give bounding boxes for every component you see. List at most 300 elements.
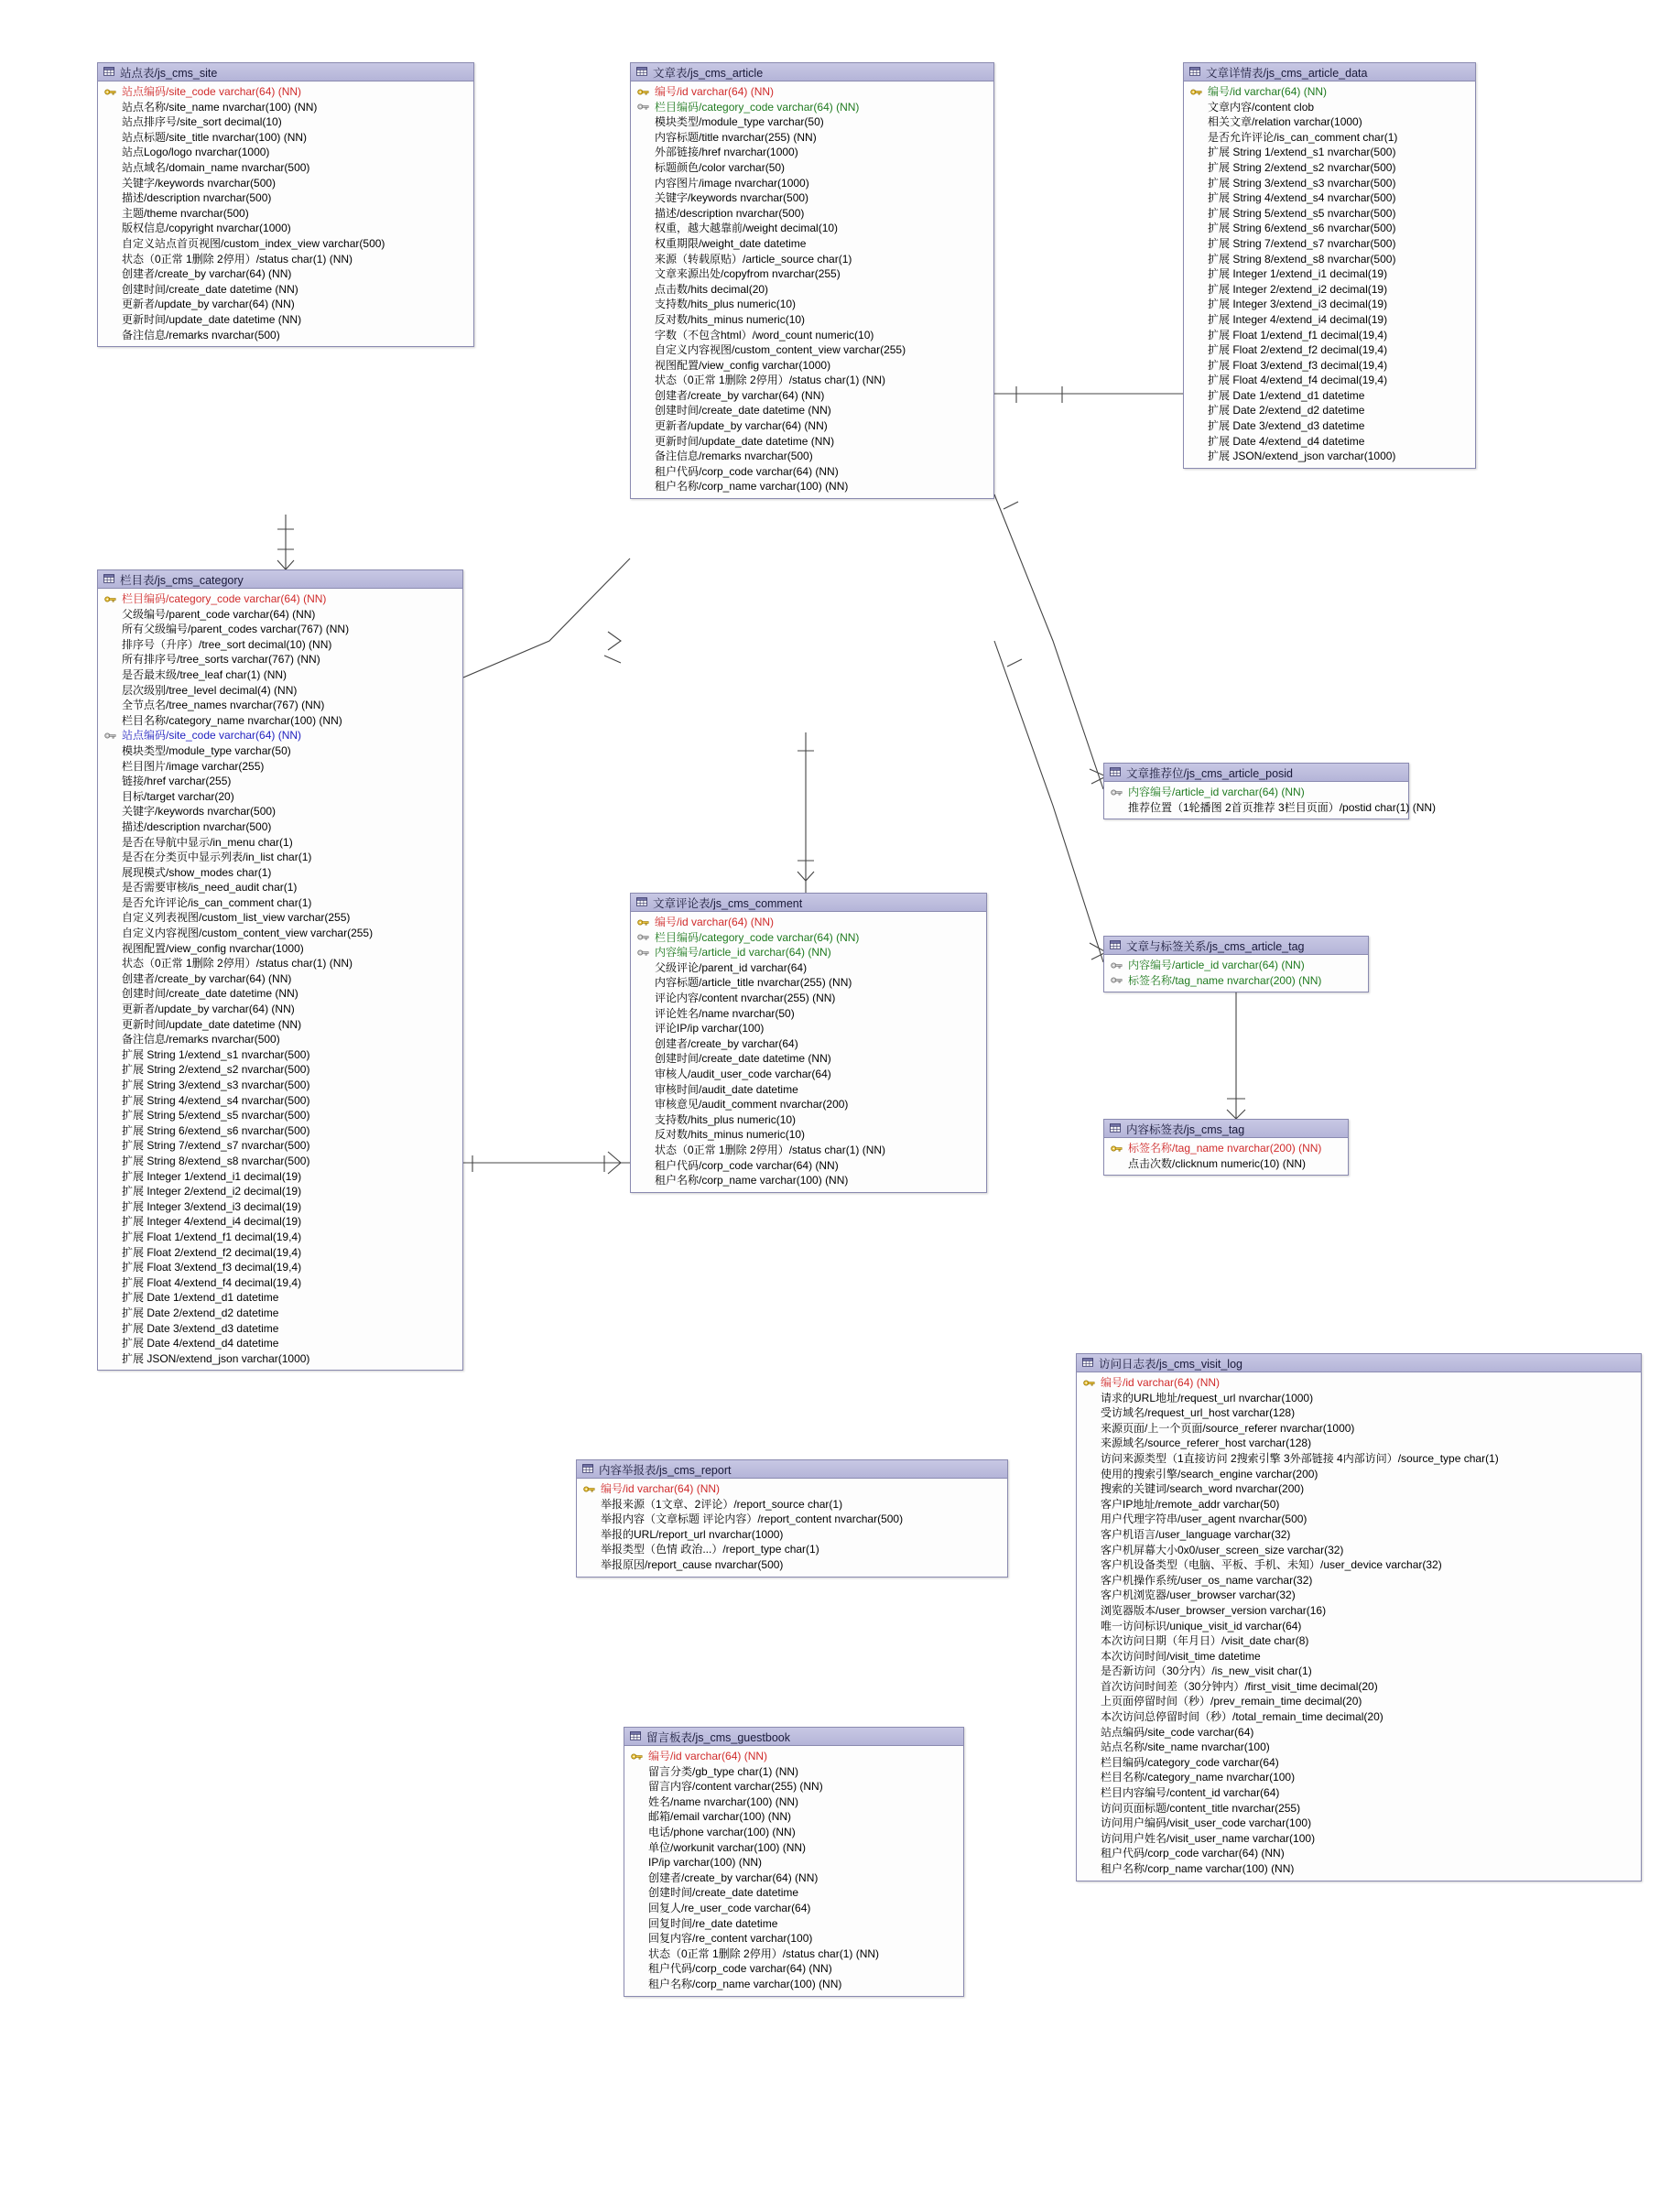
column-label: 留言内容/content varchar(255) (NN) <box>648 1780 823 1794</box>
foreign-key-icon <box>631 949 655 957</box>
column-row[interactable] <box>98 1184 462 1199</box>
column-label: 扩展 String 8/extend_s8 nvarchar(500) <box>1208 252 1396 266</box>
column-row[interactable] <box>577 1527 1007 1543</box>
column-row[interactable] <box>631 100 993 115</box>
column-row[interactable] <box>1077 1588 1641 1603</box>
column-row[interactable] <box>631 266 993 282</box>
column-row[interactable] <box>1077 1664 1641 1679</box>
column-row[interactable] <box>624 1901 963 1916</box>
column-row[interactable] <box>631 328 993 343</box>
column-row[interactable] <box>98 1017 462 1033</box>
table-article[interactable] <box>630 62 994 499</box>
column-row[interactable] <box>631 358 993 374</box>
column-row[interactable] <box>631 84 993 100</box>
column-row[interactable] <box>624 1885 963 1901</box>
column-row[interactable] <box>98 1154 462 1169</box>
table-title: 栏目表/js_cms_category <box>120 573 244 587</box>
column-row[interactable] <box>1077 1633 1641 1649</box>
column-label: 权重，越大越靠前/weight decimal(10) <box>655 222 839 235</box>
column-row[interactable] <box>98 622 462 637</box>
column-label: 用户代理字符串/user_agent nvarchar(500) <box>1101 1513 1308 1526</box>
column-row[interactable] <box>1184 266 1475 282</box>
column-row[interactable] <box>1077 1603 1641 1619</box>
column-row[interactable] <box>98 819 462 835</box>
column-row[interactable] <box>631 297 993 312</box>
column-label: 创建时间/create_date datetime <box>648 1886 799 1900</box>
column-row[interactable] <box>631 342 993 358</box>
column-label: 浏览器版本/user_browser_version varchar(16) <box>1101 1603 1327 1617</box>
column-row[interactable] <box>631 252 993 267</box>
column-row[interactable] <box>631 1158 986 1174</box>
column-row[interactable] <box>98 652 462 667</box>
column-row[interactable] <box>1077 1801 1641 1816</box>
column-row[interactable] <box>98 774 462 789</box>
column-row[interactable] <box>1104 958 1368 973</box>
column-row[interactable] <box>631 206 993 222</box>
table-category[interactable] <box>97 569 463 1371</box>
table-article_tag[interactable] <box>1103 936 1369 992</box>
column-row[interactable] <box>624 1809 963 1825</box>
column-row[interactable] <box>1077 1679 1641 1695</box>
column-row[interactable] <box>631 1082 986 1098</box>
table-header-article_tag <box>1104 937 1368 955</box>
column-label: 审核人/audit_user_code varchar(64) <box>655 1067 831 1080</box>
column-row[interactable] <box>1077 1405 1641 1421</box>
column-row[interactable] <box>1077 1391 1641 1406</box>
column-row[interactable] <box>1077 1770 1641 1785</box>
column-row[interactable] <box>631 312 993 328</box>
column-label: 全节点名/tree_names nvarchar(767) (NN) <box>122 699 325 712</box>
foreign-key-icon <box>631 933 655 941</box>
column-row[interactable] <box>577 1542 1007 1557</box>
column-row[interactable] <box>1077 1649 1641 1664</box>
column-row[interactable] <box>98 637 462 653</box>
column-row[interactable] <box>1184 221 1475 236</box>
table-header-category <box>98 570 462 589</box>
column-label: 评论内容/content nvarchar(255) (NN) <box>655 991 836 1004</box>
column-row[interactable] <box>577 1497 1007 1513</box>
column-row[interactable] <box>624 1870 963 1886</box>
column-row[interactable] <box>624 1977 963 1992</box>
column-row[interactable] <box>98 130 473 146</box>
table-icon <box>630 1730 641 1743</box>
column-row[interactable] <box>631 236 993 252</box>
column-row[interactable] <box>631 221 993 236</box>
table-site[interactable] <box>97 62 474 347</box>
column-label: 来源页面/上一个页面/source_referer nvarchar(1000) <box>1101 1421 1355 1435</box>
column-row[interactable] <box>631 145 993 160</box>
column-row[interactable] <box>1077 1573 1641 1589</box>
column-label: 创建时间/create_date datetime (NN) <box>655 1052 831 1066</box>
column-row[interactable] <box>98 206 473 222</box>
column-row[interactable] <box>631 1036 986 1052</box>
column-row[interactable] <box>1184 373 1475 388</box>
column-row[interactable] <box>1184 312 1475 328</box>
column-label: 举报的URL/report_url nvarchar(1000) <box>601 1527 784 1541</box>
column-row[interactable] <box>624 1855 963 1870</box>
column-label: 编号/id varchar(64) (NN) <box>601 1482 721 1495</box>
table-icon <box>1189 66 1200 79</box>
column-row[interactable] <box>631 1112 986 1128</box>
column-label: 扩展 String 7/extend_s7 nvarchar(500) <box>122 1139 310 1153</box>
column-label: 更新者/update_by varchar(64) (NN) <box>122 1003 295 1016</box>
table-report[interactable] <box>576 1459 1008 1578</box>
column-row[interactable] <box>1104 1141 1348 1156</box>
column-label: 编号/id varchar(64) (NN) <box>1101 1376 1221 1389</box>
column-label: 扩展 Float 2/extend_f2 decimal(19,4) <box>1208 343 1388 357</box>
column-row[interactable] <box>624 1916 963 1932</box>
column-row[interactable] <box>98 986 462 1002</box>
column-row[interactable] <box>98 607 462 623</box>
column-row[interactable] <box>1184 190 1475 206</box>
column-row[interactable] <box>98 84 473 100</box>
column-row[interactable] <box>631 915 986 930</box>
column-row[interactable] <box>98 297 473 312</box>
column-label: 本次访问总停留时间（秒）/total_remain_time decimal(20) <box>1101 1710 1383 1724</box>
column-row[interactable] <box>577 1512 1007 1527</box>
column-row[interactable] <box>98 910 462 926</box>
column-row[interactable] <box>624 1795 963 1810</box>
table-comment[interactable] <box>630 893 987 1193</box>
column-row[interactable] <box>98 956 462 971</box>
column-row[interactable] <box>98 1321 462 1337</box>
column-row[interactable] <box>98 266 473 282</box>
column-label: 内容编号/article_id varchar(64) (NN) <box>1128 786 1305 798</box>
column-row[interactable] <box>631 388 993 404</box>
column-label: 租户名称/corp_name varchar(100) (NN) <box>655 1174 849 1187</box>
column-row[interactable] <box>1184 84 1475 100</box>
column-row[interactable] <box>1184 145 1475 160</box>
column-row[interactable] <box>631 373 993 388</box>
column-row[interactable] <box>624 1764 963 1780</box>
column-row[interactable] <box>98 941 462 957</box>
column-label: 视图配置/view_config varchar(1000) <box>655 358 831 372</box>
column-label: 更新时间/update_date datetime (NN) <box>122 312 302 326</box>
column-row[interactable] <box>1184 449 1475 464</box>
column-row[interactable] <box>98 1199 462 1215</box>
column-row[interactable] <box>1184 434 1475 450</box>
column-row[interactable] <box>631 945 986 960</box>
column-row[interactable] <box>1104 785 1408 800</box>
column-row[interactable] <box>1184 100 1475 115</box>
column-row[interactable] <box>631 418 993 434</box>
table-tag[interactable] <box>1103 1119 1349 1176</box>
column-row[interactable] <box>98 926 462 941</box>
column-row[interactable] <box>631 434 993 450</box>
column-row[interactable] <box>1184 176 1475 191</box>
column-row[interactable] <box>624 1779 963 1795</box>
column-row[interactable] <box>1077 1619 1641 1634</box>
column-row[interactable] <box>98 698 462 713</box>
column-row[interactable] <box>98 743 462 759</box>
column-row[interactable] <box>98 713 462 729</box>
column-row[interactable] <box>98 1078 462 1093</box>
column-row[interactable] <box>1104 800 1437 816</box>
column-label: 举报内容（文章标题 评论内容）/report_content nvarchar(500) <box>601 1513 904 1526</box>
table-body-article <box>631 81 993 498</box>
column-row[interactable] <box>624 1946 963 1962</box>
column-row[interactable] <box>98 1290 462 1306</box>
column-row[interactable] <box>631 160 993 176</box>
column-row[interactable] <box>631 960 986 976</box>
column-label: 访问来源类型（1直接访问 2搜索引擎 3外部链接 4内部访问）/source_type char(1) <box>1101 1451 1499 1465</box>
column-row[interactable] <box>631 1127 986 1143</box>
column-label: 评论IP/ip varchar(100) <box>655 1022 765 1036</box>
column-row[interactable] <box>98 176 473 191</box>
column-row[interactable] <box>624 1825 963 1840</box>
column-row[interactable] <box>98 1214 462 1230</box>
column-label: 编号/id varchar(64) (NN) <box>1208 85 1328 98</box>
column-row[interactable] <box>631 991 986 1006</box>
column-row[interactable] <box>631 1006 986 1022</box>
table-article_data[interactable] <box>1183 62 1476 469</box>
column-label: 访问用户编码/visit_user_code varchar(100) <box>1101 1816 1312 1830</box>
column-label: 客户机浏览器/user_browser varchar(32) <box>1101 1589 1296 1602</box>
column-row[interactable] <box>1077 1557 1641 1573</box>
column-label: 回复人/re_user_code varchar(64) <box>648 1901 811 1914</box>
column-row[interactable] <box>1104 973 1368 989</box>
column-row[interactable] <box>631 1143 986 1158</box>
column-row[interactable] <box>98 1351 462 1367</box>
column-label: 访问用户姓名/visit_user_name varchar(100) <box>1101 1831 1316 1845</box>
column-label: 内容标题/title nvarchar(255) (NN) <box>655 130 817 144</box>
column-row[interactable] <box>624 1749 963 1764</box>
column-row[interactable] <box>98 100 473 115</box>
column-label: 所有排序号/tree_sorts varchar(767) (NN) <box>122 653 320 667</box>
column-label: 扩展 Integer 4/extend_i4 decimal(19) <box>1208 312 1388 326</box>
column-label: 内容标题/article_title nvarchar(255) (NN) <box>655 976 852 990</box>
column-row[interactable] <box>1077 1467 1641 1482</box>
table-visit_log[interactable] <box>1076 1353 1642 1881</box>
column-row[interactable] <box>1184 403 1475 418</box>
column-row[interactable] <box>98 865 462 881</box>
column-row[interactable] <box>98 1306 462 1321</box>
column-row[interactable] <box>1184 297 1475 312</box>
column-row[interactable] <box>98 1245 462 1261</box>
column-row[interactable] <box>1184 206 1475 222</box>
column-label: 扩展 Integer 3/extend_i3 decimal(19) <box>122 1199 302 1213</box>
column-row[interactable] <box>624 1840 963 1856</box>
column-row[interactable] <box>631 449 993 464</box>
column-row[interactable] <box>1077 1725 1641 1740</box>
column-label: 状态（0正常 1删除 2停用）/status char(1) (NN) <box>655 1143 886 1156</box>
column-row[interactable] <box>631 975 986 991</box>
column-label: 举报原因/report_cause nvarchar(500) <box>601 1557 784 1571</box>
column-row[interactable] <box>98 1032 462 1047</box>
table-body-category <box>98 589 462 1370</box>
column-row[interactable] <box>1077 1694 1641 1709</box>
column-row[interactable] <box>98 1169 462 1185</box>
column-row[interactable] <box>1077 1421 1641 1437</box>
column-row[interactable] <box>631 114 993 130</box>
column-row[interactable] <box>631 1173 986 1188</box>
column-row[interactable] <box>1184 130 1475 146</box>
primary-key-icon <box>631 918 655 927</box>
column-label: 目标/target varchar(20) <box>122 789 234 803</box>
column-label: 关键字/keywords nvarchar(500) <box>122 805 277 819</box>
column-label: 描述/description nvarchar(500) <box>122 191 272 205</box>
column-row[interactable] <box>1077 1481 1641 1497</box>
column-row[interactable] <box>98 1275 462 1291</box>
column-row[interactable] <box>1104 1156 1348 1172</box>
column-label: 备注信息/remarks nvarchar(500) <box>655 450 813 463</box>
column-row[interactable] <box>1077 1740 1641 1755</box>
column-row[interactable] <box>1184 282 1475 298</box>
column-row[interactable] <box>1184 342 1475 358</box>
column-label: 关键字/keywords nvarchar(500) <box>655 191 809 205</box>
foreign-key-icon <box>1104 961 1128 970</box>
column-row[interactable] <box>577 1481 1007 1497</box>
column-row[interactable] <box>98 221 473 236</box>
column-row[interactable] <box>1184 358 1475 374</box>
column-row[interactable] <box>98 236 473 252</box>
column-label: 扩展 String 7/extend_s7 nvarchar(500) <box>1208 236 1396 250</box>
column-label: 扩展 JSON/extend_json varchar(1000) <box>1208 450 1396 463</box>
column-row[interactable] <box>1077 1512 1641 1527</box>
column-label: 唯一访问标识/unique_visit_id varchar(64) <box>1101 1619 1302 1632</box>
column-row[interactable] <box>98 114 473 130</box>
column-row[interactable] <box>98 759 462 775</box>
column-row[interactable] <box>631 190 993 206</box>
column-row[interactable] <box>631 1067 986 1082</box>
column-row[interactable] <box>98 895 462 911</box>
column-row[interactable] <box>98 1108 462 1123</box>
table-title: 文章评论表/js_cms_comment <box>653 896 803 910</box>
column-label: 关键字/keywords nvarchar(500) <box>122 176 277 190</box>
column-row[interactable] <box>98 850 462 865</box>
column-row[interactable] <box>98 312 473 328</box>
column-row[interactable] <box>631 130 993 146</box>
column-label: 栏目名称/category_name nvarchar(100) (NN) <box>122 713 342 727</box>
column-row[interactable] <box>98 190 473 206</box>
column-row[interactable] <box>1077 1861 1641 1877</box>
column-row[interactable] <box>98 160 473 176</box>
column-row[interactable] <box>98 145 473 160</box>
column-row[interactable] <box>1077 1755 1641 1771</box>
table-title: 文章表/js_cms_article <box>653 66 764 80</box>
column-label: 支持数/hits_plus numeric(10) <box>655 1112 797 1126</box>
column-label: 租户代码/corp_code varchar(64) (NN) <box>655 1158 839 1172</box>
column-row[interactable] <box>1077 1709 1641 1725</box>
column-row[interactable] <box>98 683 462 699</box>
column-row[interactable] <box>1077 1497 1641 1513</box>
column-row[interactable] <box>98 667 462 683</box>
column-row[interactable] <box>1077 1451 1641 1467</box>
column-label: 扩展 String 3/extend_s3 nvarchar(500) <box>122 1079 310 1091</box>
column-row[interactable] <box>631 1051 986 1067</box>
foreign-key-icon <box>1104 788 1128 797</box>
column-row[interactable] <box>98 1336 462 1351</box>
column-label: 站点编码/site_code varchar(64) (NN) <box>122 85 302 98</box>
column-row[interactable] <box>631 464 993 480</box>
foreign-key-icon <box>631 103 655 111</box>
column-row[interactable] <box>577 1557 1007 1573</box>
column-row[interactable] <box>98 1123 462 1139</box>
column-row[interactable] <box>1077 1816 1641 1831</box>
column-row[interactable] <box>624 1961 963 1977</box>
column-row[interactable] <box>1077 1543 1641 1558</box>
table-header-tag <box>1104 1120 1348 1138</box>
column-row[interactable] <box>1077 1831 1641 1847</box>
column-row[interactable] <box>1184 114 1475 130</box>
column-label: 审核时间/audit_date datetime <box>655 1082 798 1096</box>
column-row[interactable] <box>98 282 473 298</box>
column-label: 反对数/hits_minus numeric(10) <box>655 312 806 326</box>
column-row[interactable] <box>631 1097 986 1112</box>
column-row[interactable] <box>98 591 462 607</box>
column-row[interactable] <box>1184 328 1475 343</box>
column-label: 标题颜色/color varchar(50) <box>655 160 786 174</box>
column-row[interactable] <box>98 971 462 987</box>
column-row[interactable] <box>1077 1846 1641 1861</box>
column-row[interactable] <box>631 1021 986 1036</box>
table-title: 文章与标签关系/js_cms_article_tag <box>1126 939 1305 953</box>
column-row[interactable] <box>98 1138 462 1154</box>
column-row[interactable] <box>631 403 993 418</box>
column-row[interactable] <box>98 328 473 343</box>
column-label: 标签名称/tag_name nvarchar(200) (NN) <box>1128 1142 1322 1155</box>
column-label: 姓名/name nvarchar(100) (NN) <box>648 1795 799 1808</box>
column-row[interactable] <box>1077 1436 1641 1451</box>
column-label: 扩展 Date 2/extend_d2 datetime <box>1208 404 1365 417</box>
column-label: 扩展 Float 4/extend_f4 decimal(19,4) <box>1208 374 1388 387</box>
column-row[interactable] <box>1077 1527 1641 1543</box>
column-row[interactable] <box>98 804 462 819</box>
column-label: 创建者/create_by varchar(64) (NN) <box>122 267 292 281</box>
table-header-article <box>631 63 993 81</box>
column-label: 反对数/hits_minus numeric(10) <box>655 1128 806 1142</box>
column-row[interactable] <box>98 880 462 895</box>
table-guestbook[interactable] <box>624 1727 964 1997</box>
primary-key-icon <box>98 595 122 603</box>
table-title: 留言板表/js_cms_guestbook <box>646 1730 791 1744</box>
column-row[interactable] <box>98 1260 462 1275</box>
column-row[interactable] <box>1184 252 1475 267</box>
column-label: 站点编码/site_code varchar(64) <box>1101 1725 1254 1739</box>
column-row[interactable] <box>624 1931 963 1946</box>
column-row[interactable] <box>98 1093 462 1109</box>
column-row[interactable] <box>1184 388 1475 404</box>
column-row[interactable] <box>1077 1785 1641 1801</box>
column-label: 扩展 Integer 1/extend_i1 decimal(19) <box>1208 267 1388 281</box>
column-row[interactable] <box>631 282 993 298</box>
column-row[interactable] <box>631 479 993 494</box>
column-row[interactable] <box>1184 160 1475 176</box>
column-row[interactable] <box>1184 418 1475 434</box>
column-row[interactable] <box>98 1230 462 1245</box>
column-row[interactable] <box>98 1062 462 1078</box>
table-article_posid[interactable] <box>1103 763 1437 819</box>
column-label: 权重期限/weight_date datetime <box>655 236 807 250</box>
column-label: 创建者/create_by varchar(64) (NN) <box>655 388 825 402</box>
column-row[interactable] <box>1184 236 1475 252</box>
column-label: 租户代码/corp_code varchar(64) (NN) <box>648 1962 832 1976</box>
column-label: 扩展 String 6/extend_s6 nvarchar(500) <box>122 1123 310 1137</box>
column-label: 站点名称/site_name nvarchar(100) <box>1101 1740 1270 1754</box>
column-row[interactable] <box>98 835 462 851</box>
column-row[interactable] <box>1077 1375 1641 1391</box>
column-row[interactable] <box>631 930 986 946</box>
column-label: 单位/workunit varchar(100) (NN) <box>648 1840 807 1854</box>
column-row[interactable] <box>98 1047 462 1063</box>
column-label: 扩展 String 4/extend_s4 nvarchar(500) <box>1208 191 1396 205</box>
column-row[interactable] <box>98 728 462 743</box>
column-row[interactable] <box>98 1002 462 1017</box>
column-row[interactable] <box>631 176 993 191</box>
column-row[interactable] <box>98 252 473 267</box>
column-row[interactable] <box>98 789 462 805</box>
column-label: 版权信息/copyright nvarchar(1000) <box>122 222 291 235</box>
